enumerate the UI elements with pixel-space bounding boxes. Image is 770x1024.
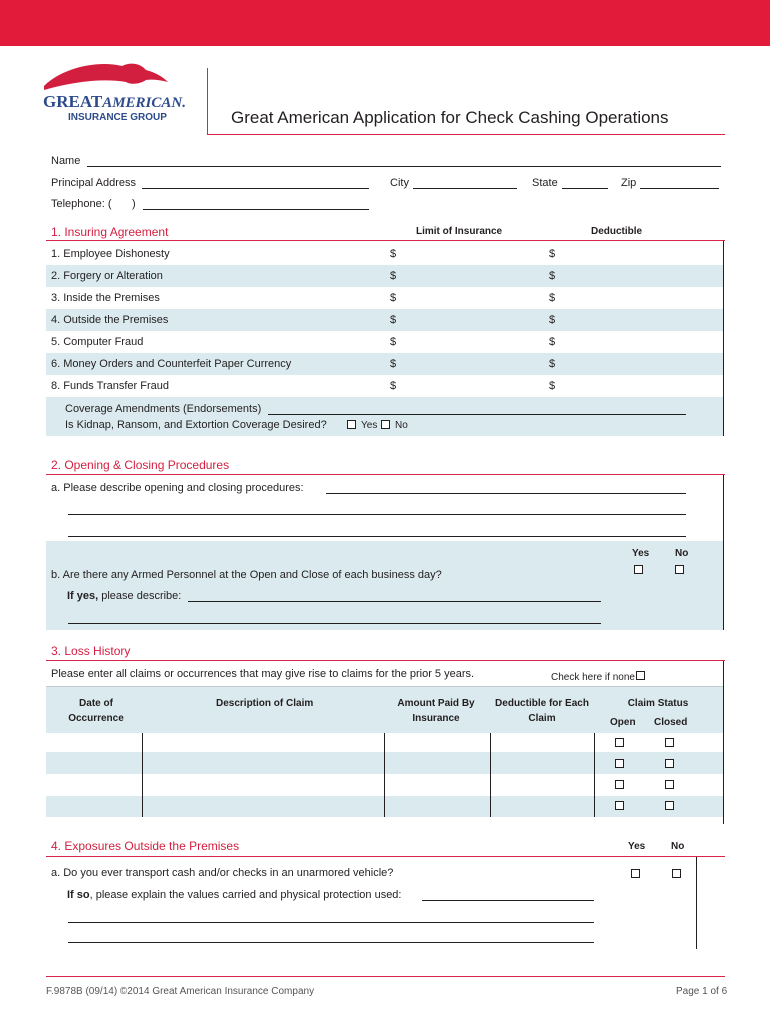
section4-title: 4. Exposures Outside the Premises bbox=[51, 839, 240, 853]
coverage-computer-fraud: 5. Computer Fraud bbox=[51, 336, 144, 348]
check-none-checkbox[interactable] bbox=[636, 671, 645, 680]
kidnap-question: Is Kidnap, Ransom, and Extortion Coverage Desired? bbox=[65, 419, 327, 431]
kidnap-no-label: No bbox=[395, 420, 408, 431]
kidnap-yes-label: Yes bbox=[361, 420, 378, 431]
telephone-label: Telephone: ( bbox=[51, 198, 112, 210]
transport-explain-field-line[interactable] bbox=[68, 933, 594, 943]
deductible-currency[interactable]: $ bbox=[549, 270, 556, 282]
loss-col-divider bbox=[594, 733, 595, 817]
zip-label: Zip bbox=[621, 177, 637, 189]
limit-currency[interactable]: $ bbox=[390, 270, 397, 282]
col-amount-header-2: Insurance bbox=[412, 713, 460, 724]
armed-describe-field-line[interactable] bbox=[68, 614, 601, 624]
transport-question: a. Do you ever transport cash and/or checks in an unarmored vehicle? bbox=[51, 867, 394, 879]
section2-right-border bbox=[723, 475, 724, 630]
title-underline bbox=[207, 134, 725, 135]
principal-address-label: Principal Address bbox=[51, 177, 136, 189]
section2-box bbox=[46, 475, 725, 630]
company-logo bbox=[42, 60, 192, 135]
transport-explain-label bbox=[67, 889, 401, 902]
claim-open-checkbox[interactable] bbox=[615, 780, 624, 789]
armed-describe-label bbox=[67, 590, 181, 603]
kidnap-yes-checkbox[interactable] bbox=[347, 420, 356, 429]
coverage-forgery-alteration: 2. Forgery or Alteration bbox=[51, 270, 163, 282]
transport-no-header: No bbox=[671, 841, 685, 852]
page-title: Great American Application for Check Cashing Operations bbox=[231, 108, 669, 127]
coverage-amendments-field[interactable] bbox=[268, 405, 686, 415]
col-amount-header-1: Amount Paid By bbox=[397, 698, 475, 709]
loss-col-divider bbox=[384, 733, 385, 817]
deductible-currency[interactable]: $ bbox=[549, 336, 556, 348]
claim-closed-checkbox[interactable] bbox=[665, 759, 674, 768]
if-yes-bold: If yes, bbox=[67, 590, 99, 602]
coverage-funds-transfer: 8. Funds Transfer Fraud bbox=[51, 380, 169, 392]
claim-closed-checkbox[interactable] bbox=[665, 738, 674, 747]
transport-yes-header: Yes bbox=[628, 841, 646, 852]
claim-open-checkbox[interactable] bbox=[615, 738, 624, 747]
name-label: Name bbox=[51, 155, 81, 167]
coverage-amendments-label: Coverage Amendments (Endorsements) bbox=[65, 403, 262, 415]
deductible-currency[interactable]: $ bbox=[549, 248, 556, 260]
claim-open-checkbox[interactable] bbox=[615, 759, 624, 768]
armed-yes-checkbox[interactable] bbox=[634, 565, 643, 574]
name-field[interactable] bbox=[87, 157, 721, 167]
col-status-header: Claim Status bbox=[627, 698, 689, 709]
loss-history-box bbox=[46, 661, 725, 824]
footer-page-number: Page 1 of 6 bbox=[676, 986, 728, 997]
limit-currency[interactable]: $ bbox=[390, 358, 397, 370]
armed-describe-field[interactable] bbox=[188, 592, 601, 602]
deductible-currency[interactable]: $ bbox=[549, 292, 556, 304]
transport-no-checkbox[interactable] bbox=[672, 869, 681, 878]
title-divider bbox=[207, 68, 208, 134]
section1-table bbox=[46, 241, 725, 436]
loss-col-divider bbox=[142, 733, 143, 817]
check-none-label: Check here if none bbox=[551, 672, 635, 683]
city-field[interactable] bbox=[413, 179, 517, 189]
section4-box bbox=[46, 857, 725, 949]
coverage-outside-premises: 4. Outside the Premises bbox=[51, 314, 169, 326]
armed-personnel-question: b. Are there any Armed Personnel at the Open and Close of each business day? bbox=[51, 569, 442, 581]
section3-right-border bbox=[723, 661, 724, 824]
opening-closing-field-line[interactable] bbox=[68, 527, 686, 537]
opening-closing-field-line[interactable] bbox=[68, 505, 686, 515]
section2-title: 2. Opening & Closing Procedures bbox=[51, 458, 230, 472]
claim-closed-checkbox[interactable] bbox=[665, 780, 674, 789]
loss-col-divider bbox=[490, 733, 491, 817]
coverage-employee-dishonesty: 1. Employee Dishonesty bbox=[51, 248, 170, 260]
footer-form-id: F.9878B (09/14) ©2014 Great American Insurance Company bbox=[46, 986, 315, 997]
principal-address-field[interactable] bbox=[142, 179, 369, 189]
top-brand-bar bbox=[0, 0, 770, 46]
zip-field[interactable] bbox=[640, 179, 719, 189]
limit-currency[interactable]: $ bbox=[390, 314, 397, 326]
deductible-currency[interactable]: $ bbox=[549, 314, 556, 326]
armed-no-checkbox[interactable] bbox=[675, 565, 684, 574]
if-so-rest: , please explain the values carried and physical protection used: bbox=[89, 889, 402, 901]
footer-rule bbox=[46, 976, 725, 977]
col-closed-header: Closed bbox=[654, 717, 688, 728]
col-deductible-header-2: Claim bbox=[528, 713, 556, 724]
state-label: State bbox=[532, 177, 558, 189]
deductible-header: Deductible bbox=[591, 226, 643, 237]
table-row bbox=[46, 331, 723, 353]
telephone-close-paren: ) bbox=[132, 198, 136, 210]
section3-title: 3. Loss History bbox=[51, 644, 131, 658]
if-so-bold: If so bbox=[67, 889, 90, 901]
limit-of-insurance-header: Limit of Insurance bbox=[416, 226, 503, 237]
section4-right-border bbox=[696, 857, 697, 949]
col-deductible-header-1: Deductible for Each bbox=[495, 698, 589, 709]
city-label: City bbox=[390, 177, 409, 189]
deductible-currency[interactable]: $ bbox=[549, 358, 556, 370]
kidnap-no-checkbox[interactable] bbox=[381, 420, 390, 429]
if-yes-rest: please describe: bbox=[98, 590, 182, 602]
col-open-header: Open bbox=[610, 717, 636, 728]
transport-explain-field-line[interactable] bbox=[68, 913, 594, 923]
limit-currency[interactable]: $ bbox=[390, 248, 397, 260]
table-right-border bbox=[723, 241, 724, 436]
col-date-header-1: Date of bbox=[79, 698, 113, 709]
transport-yes-checkbox[interactable] bbox=[631, 869, 640, 878]
logo-great: GREAT bbox=[43, 92, 103, 111]
opening-closing-field-line[interactable] bbox=[326, 484, 686, 494]
loss-history-instruction: Please enter all claims or occurrences that may give rise to claims for the prior 5 years. bbox=[51, 668, 475, 680]
state-field[interactable] bbox=[562, 179, 608, 189]
claim-open-checkbox[interactable] bbox=[615, 801, 624, 810]
section1-title: 1. Insuring Agreement bbox=[51, 225, 169, 239]
opening-closing-question: a. Please describe opening and closing procedures: bbox=[51, 482, 304, 494]
transport-explain-field[interactable] bbox=[422, 891, 594, 901]
telephone-field[interactable] bbox=[143, 200, 369, 210]
col-date-header-2: Occurrence bbox=[68, 713, 124, 724]
limit-currency[interactable]: $ bbox=[390, 380, 397, 392]
coverage-money-orders: 6. Money Orders and Counterfeit Paper Currency bbox=[51, 358, 292, 370]
coverage-inside-premises: 3. Inside the Premises bbox=[51, 292, 160, 304]
limit-currency[interactable]: $ bbox=[390, 336, 397, 348]
limit-currency[interactable]: $ bbox=[390, 292, 397, 304]
armed-no-header: No bbox=[675, 548, 689, 559]
deductible-currency[interactable]: $ bbox=[549, 380, 556, 392]
logo-insurance-group: INSURANCE GROUP bbox=[68, 112, 167, 123]
logo-american: AMERICAN. bbox=[102, 95, 186, 111]
armed-yes-header: Yes bbox=[632, 548, 650, 559]
claim-closed-checkbox[interactable] bbox=[665, 801, 674, 810]
col-description-header: Description of Claim bbox=[216, 698, 314, 709]
